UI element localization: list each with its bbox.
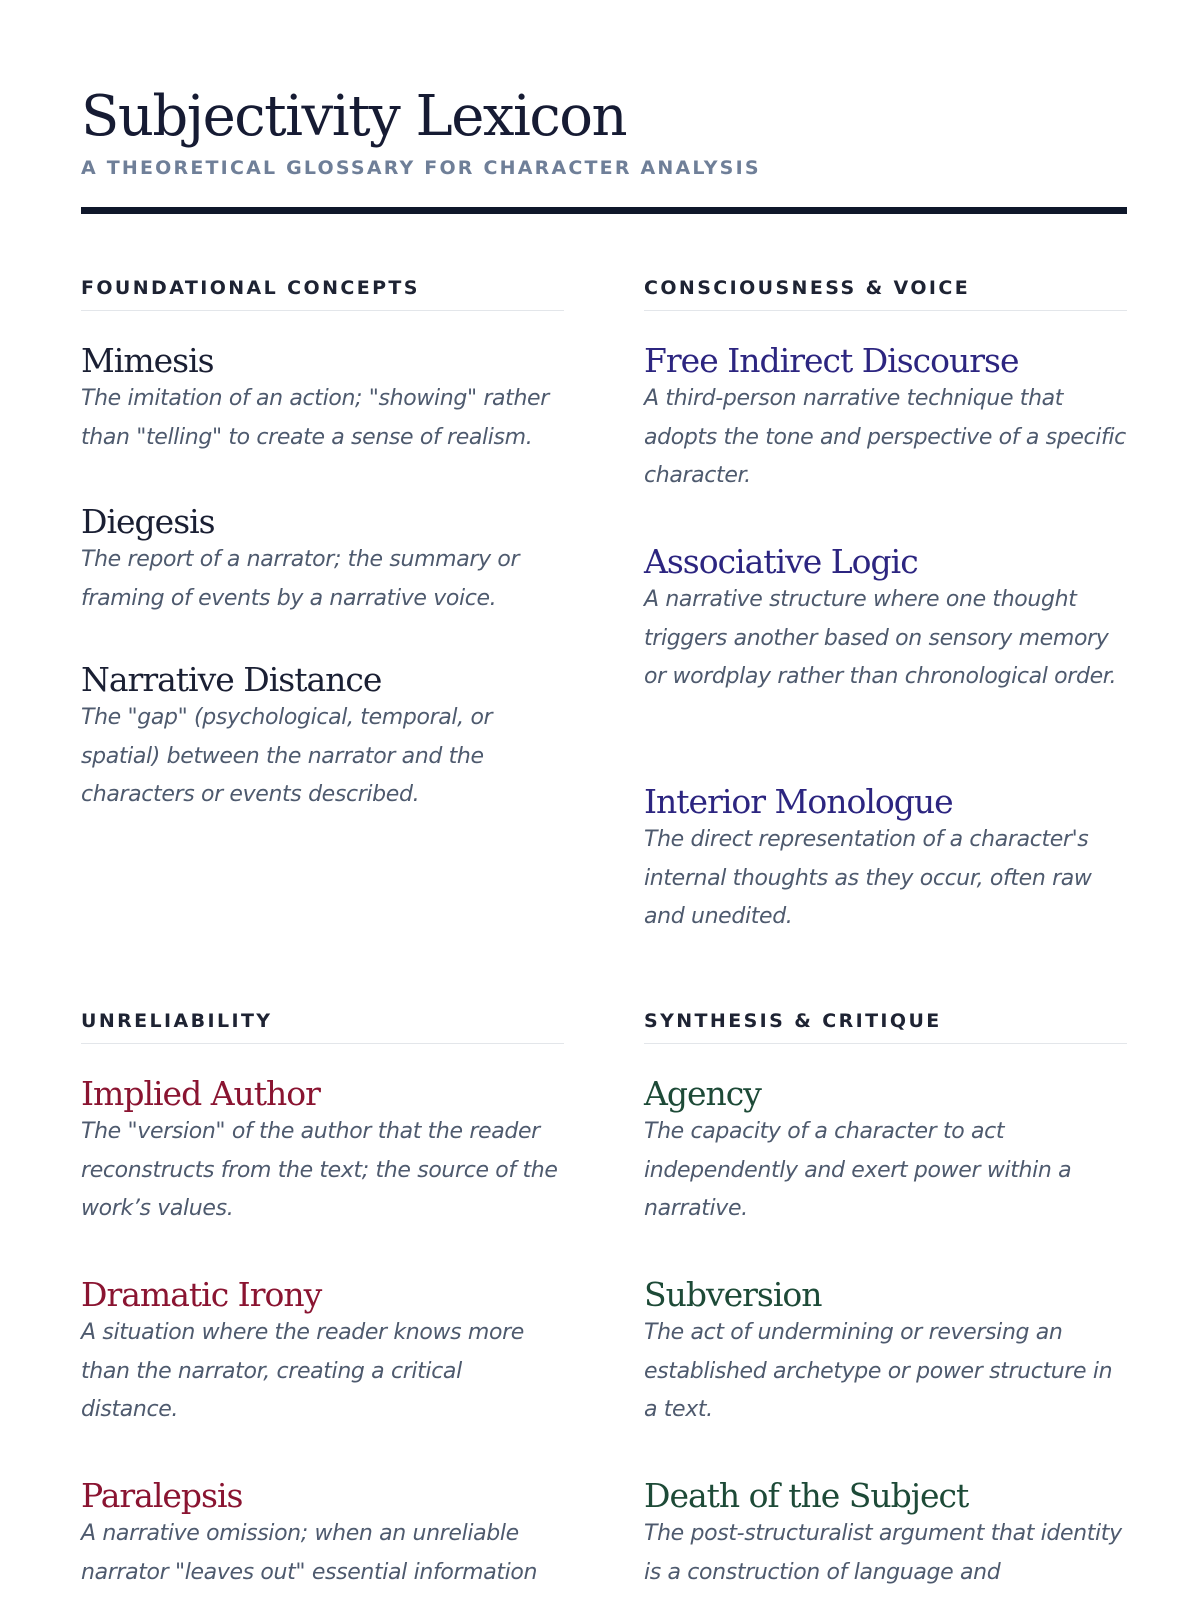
entry-definition: The direct representation of a character's internal thoughts as they occur, often raw and unedited.	[644, 827, 1092, 929]
page-title: Subjectivity Lexicon	[81, 84, 627, 149]
glossary-entry	[644, 1072, 1127, 1229]
glossary-entry	[81, 1474, 564, 1592]
entry-term: Associative Logic	[644, 542, 918, 581]
entry-term: Agency	[644, 1074, 761, 1113]
section-heading: UNRELIABILITY	[81, 1008, 564, 1044]
entry-definition: The "version" of the author that the reader reconstructs from the text; the source of the work’s values.	[81, 1119, 558, 1221]
entry-definition: A situation where the reader knows more than the narrator, creating a critical distance.	[81, 1320, 524, 1422]
entry-term: Subversion	[644, 1275, 822, 1314]
glossary-entry	[81, 658, 564, 815]
section-heading: FOUNDATIONAL CONCEPTS	[81, 275, 564, 311]
entry-term: Death of the Subject	[644, 1476, 969, 1515]
entry-definition: The imitation of an action; "showing" rather than "telling" to create a sense of realism.	[81, 386, 549, 450]
glossary-entry	[644, 1474, 1127, 1592]
glossary-entry	[81, 500, 564, 618]
entry-term: Free Indirect Discourse	[644, 341, 1019, 380]
entry-term: Diegesis	[81, 502, 215, 541]
glossary-entry	[644, 339, 1127, 496]
entry-term: Interior Monologue	[644, 782, 953, 821]
section-foundational-concepts	[81, 275, 564, 835]
entry-term: Mimesis	[81, 341, 214, 380]
entry-definition: A narrative omission; when an unreliable narrator "leaves out" essential information	[81, 1521, 538, 1585]
entry-definition: The act of undermining or reversing an established archetype or power structure in a text.	[644, 1320, 1113, 1422]
section-consciousness-voice	[644, 275, 1127, 955]
section-unreliability	[81, 1008, 564, 1600]
section-heading: CONSCIOUSNESS & VOICE	[644, 275, 1127, 311]
glossary-entry	[81, 339, 564, 457]
entry-definition: A narrative structure where one thought triggers another based on sensory memory or wordplay rather than chronological order.	[644, 587, 1117, 689]
glossary-entry	[644, 780, 1127, 937]
entry-term: Dramatic Irony	[81, 1275, 322, 1314]
glossary-entry	[81, 1273, 564, 1430]
entry-definition: The report of a narrator; the summary or framing of events by a narrative voice.	[81, 547, 520, 611]
entry-definition: The "gap" (psychological, temporal, or spatial) between the narrator and the characters or events described.	[81, 705, 493, 807]
entry-term: Paralepsis	[81, 1476, 243, 1515]
glossary-entry	[644, 1273, 1127, 1430]
glossary-entry	[81, 1072, 564, 1229]
section-synthesis-critique	[644, 1008, 1127, 1600]
entry-definition: The capacity of a character to act independently and exert power within a narrative.	[644, 1119, 1072, 1221]
entry-definition: The post-structuralist argument that identity is a construction of language and	[644, 1521, 1122, 1585]
header-divider	[81, 207, 1127, 214]
page-subtitle: A THEORETICAL GLOSSARY FOR CHARACTER ANALYSIS	[81, 157, 761, 179]
glossary-entry	[644, 540, 1127, 697]
entry-term: Implied Author	[81, 1074, 320, 1113]
entry-definition: A third-person narrative technique that adopts the tone and perspective of a specific character.	[644, 386, 1126, 488]
entry-term: Narrative Distance	[81, 660, 382, 699]
section-heading: SYNTHESIS & CRITIQUE	[644, 1008, 1127, 1044]
